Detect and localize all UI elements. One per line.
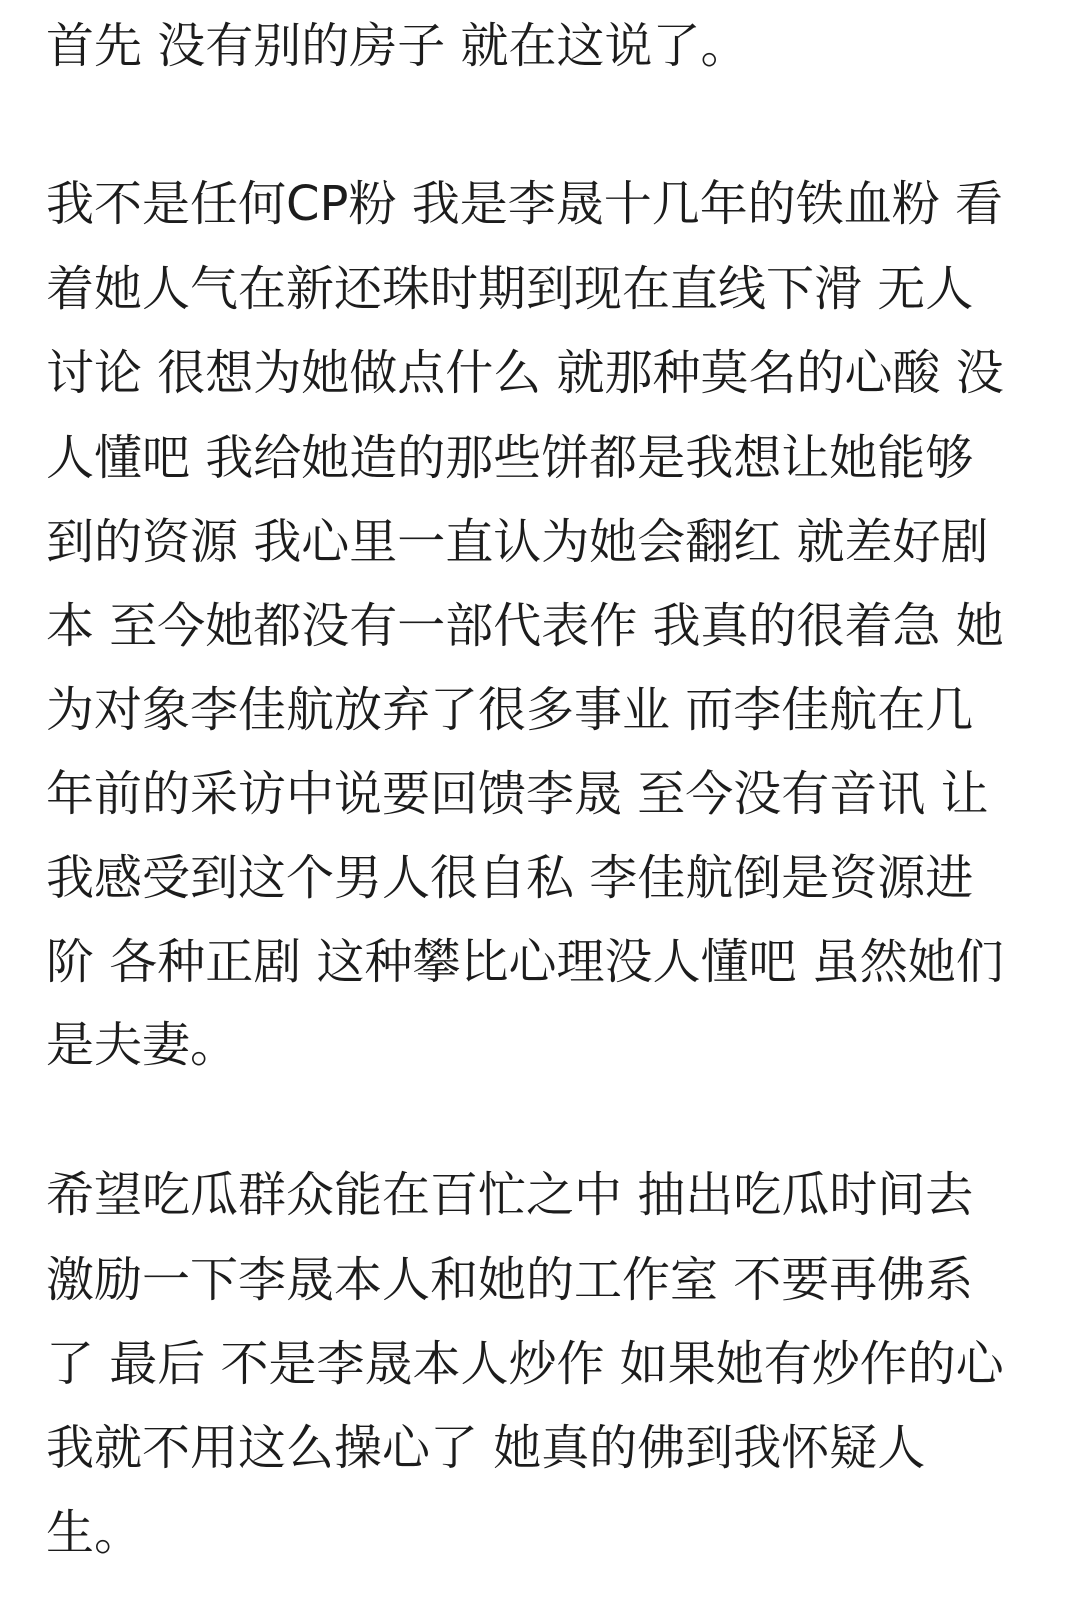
text-line: 激励一下李晟本人和她的工作室 不要再佛系 xyxy=(46,1252,974,1308)
text-line: 希望吃瓜群众能在百忙之中 抽出吃瓜时间去 xyxy=(46,1167,974,1223)
text-line: 到的资源 我心里一直认为她会翻红 就差好剧 xyxy=(46,514,989,570)
text-line: 年前的采访中说要回馈李晟 至今没有音讯 让 xyxy=(46,766,989,822)
text-line: 我感受到这个男人很自私 李佳航倒是资源进 xyxy=(46,850,974,906)
text-line: 首先 没有别的房子 就在这说了。 xyxy=(46,18,749,74)
text-line: 生。 xyxy=(46,1505,143,1561)
text-line: 我不是任何CP粉 我是李晟十几年的铁血粉 看 xyxy=(46,176,1003,232)
text-line: 我就不用这么操心了 她真的佛到我怀疑人 xyxy=(46,1420,926,1476)
text-line: 讨论 很想为她做点什么 就那种莫名的心酸 没 xyxy=(46,345,1004,401)
text-line: 是夫妻。 xyxy=(46,1017,239,1073)
text-line: 为对象李佳航放弃了很多事业 而李佳航在几 xyxy=(46,682,974,738)
text-line: 本 至今她都没有一部代表作 我真的很着急 她 xyxy=(46,598,1004,654)
text-line: 人懂吧 我给她造的那些饼都是我想让她能够 xyxy=(46,430,974,486)
text-line: 着她人气在新还珠时期到现在直线下滑 无人 xyxy=(46,261,974,317)
text-line: 阶 各种正剧 这种攀比心理没人懂吧 虽然她们 xyxy=(46,934,1004,990)
text-line: 了 最后 不是李晟本人炒作 如果她有炒作的心 xyxy=(46,1336,1004,1392)
